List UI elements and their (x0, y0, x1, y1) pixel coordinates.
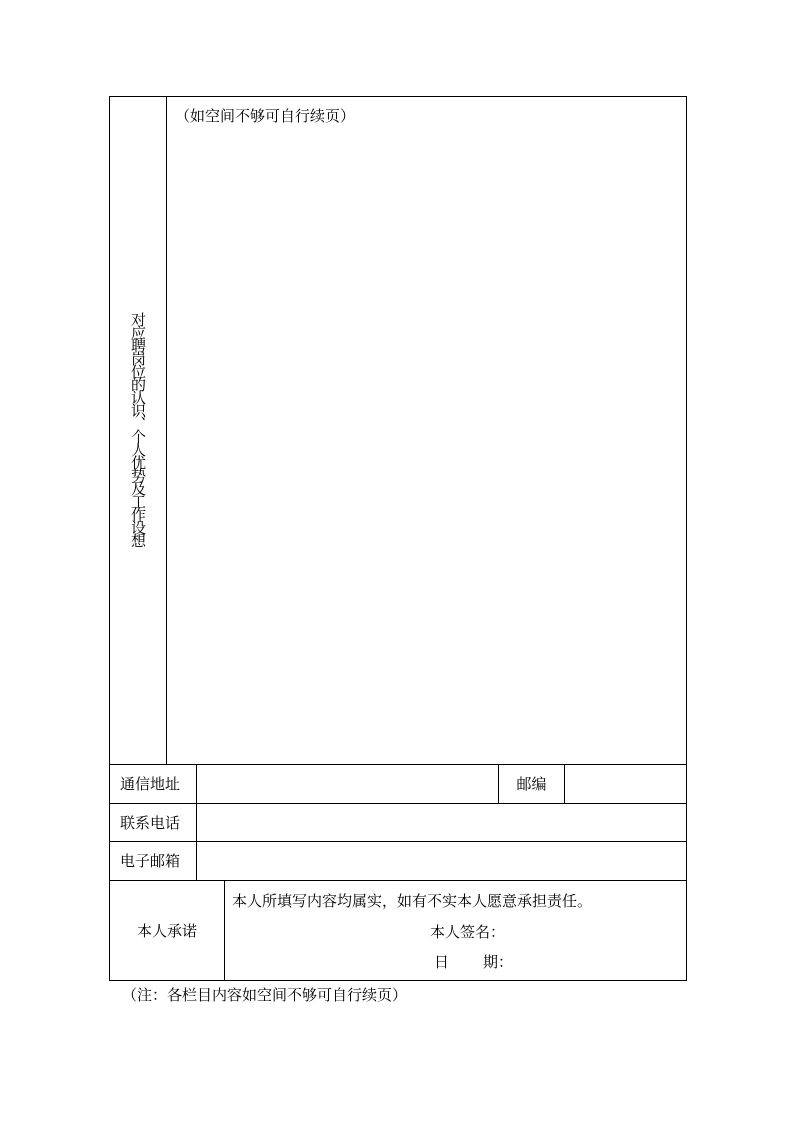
phone-row (110, 804, 687, 842)
pledge-text: 本人所填写内容均属实，如有不实本人愿意承担责任。 (232, 892, 593, 910)
email-row (110, 842, 687, 881)
date-label-first: 日 (434, 953, 450, 971)
section-label-cell (110, 97, 167, 765)
date-line[interactable] (232, 953, 686, 971)
application-form-table (109, 96, 687, 981)
pledge-area (225, 881, 687, 981)
date-label-second: 期： (483, 953, 514, 971)
postcode-label: 邮编 (499, 765, 565, 804)
phone-label: 联系电话 (110, 804, 197, 842)
address-label: 通信地址 (110, 765, 197, 804)
address-field[interactable] (197, 765, 499, 804)
postcode-field[interactable] (565, 765, 687, 804)
email-label: 电子邮箱 (110, 842, 197, 881)
essay-row (110, 97, 687, 765)
footnote: （注：各栏目内容如空间不够可自行续页） (122, 986, 408, 1004)
pledge-label: 本人承诺 (110, 881, 225, 981)
signature-label: 本人签名： (430, 923, 506, 941)
address-row (110, 765, 687, 804)
essay-area[interactable] (167, 97, 687, 765)
signature-line[interactable] (232, 923, 686, 941)
email-field[interactable] (197, 842, 687, 881)
pledge-row (110, 881, 687, 981)
phone-field[interactable] (197, 804, 687, 842)
section-label: 对应聘岗位的认识、个人优势及工作设想 (129, 311, 147, 546)
section-hint: （如空间不够可自行续页） (175, 107, 356, 125)
